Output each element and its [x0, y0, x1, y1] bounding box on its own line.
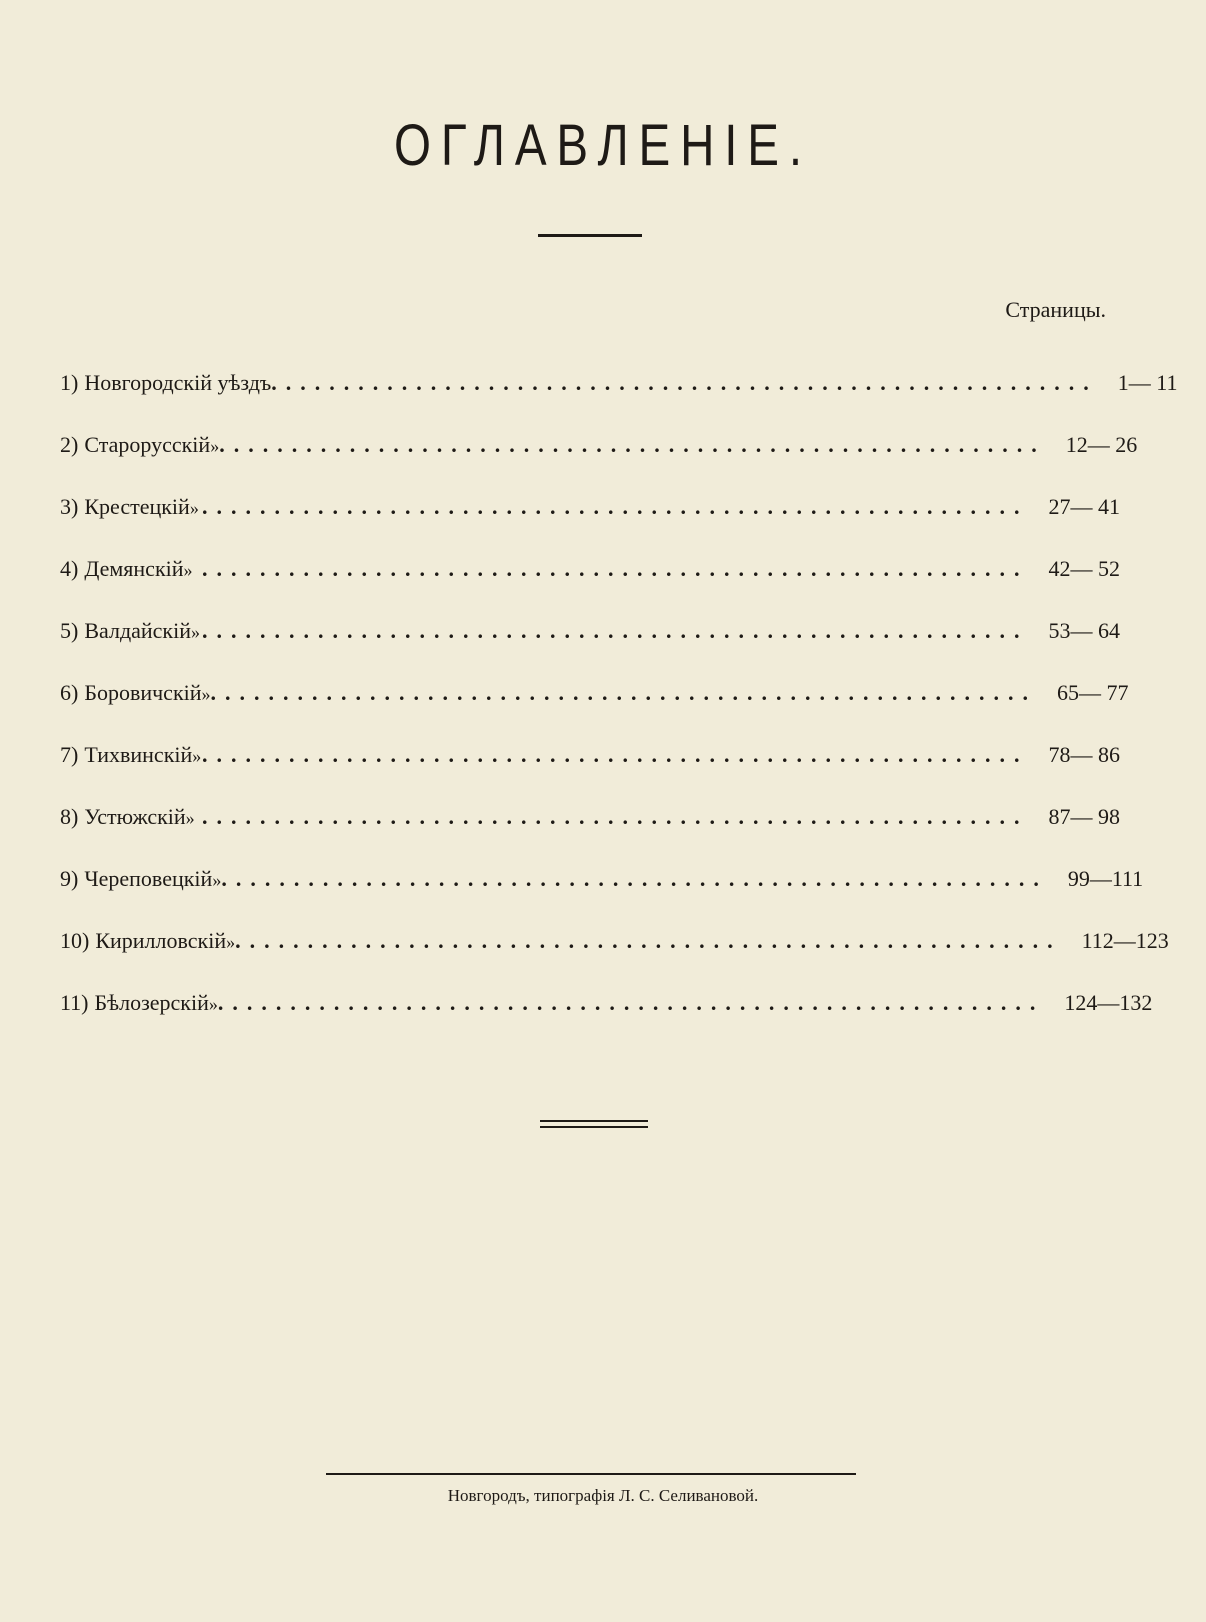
- toc-number: 5): [60, 618, 79, 643]
- toc-row: [60, 494, 1120, 556]
- dot-leader: .........................................................: [202, 494, 1029, 519]
- toc-number: 1): [60, 370, 79, 395]
- toc-name: Боровичскій: [84, 680, 202, 705]
- toc-page-range: 65— 77: [1057, 680, 1129, 705]
- page-title: ОГЛАВЛЕНІЕ.: [394, 113, 812, 178]
- dot-leader: .........................................................: [202, 804, 1029, 829]
- double-rule-top: [540, 1120, 648, 1122]
- toc-page-range: 12— 26: [1065, 432, 1138, 457]
- toc-row: [60, 370, 1178, 432]
- toc-number: 9): [60, 866, 79, 891]
- toc-number: 3): [60, 494, 79, 519]
- dot-leader: .........................................................: [210, 680, 1038, 705]
- toc-ditto: »: [183, 560, 193, 580]
- toc-number: 2): [60, 432, 79, 457]
- toc-name: Череповецкій: [84, 866, 213, 891]
- table-of-contents: [60, 370, 1178, 1052]
- toc-page-range: 27— 41: [1048, 494, 1120, 519]
- toc-page-range: 112—123: [1081, 928, 1169, 953]
- toc-number: 4): [60, 556, 79, 581]
- toc-ditto: »: [191, 622, 201, 642]
- toc-ditto: »: [185, 808, 195, 828]
- toc-row: [60, 556, 1120, 618]
- toc-page-range: 87— 98: [1048, 804, 1120, 829]
- toc-number: 11): [60, 990, 89, 1015]
- toc-number: 8): [60, 804, 79, 829]
- toc-ditto: »: [210, 436, 220, 456]
- toc-page-range: 1— 11: [1117, 370, 1178, 395]
- toc-page-range: 99—111: [1067, 866, 1144, 891]
- toc-name: Тихвинскій: [84, 742, 193, 767]
- toc-row: [60, 928, 1169, 990]
- dot-leader: .........................................................: [271, 370, 1098, 395]
- toc-row: [60, 432, 1138, 494]
- toc-row: [60, 742, 1120, 804]
- toc-number: 10): [60, 928, 90, 953]
- dot-leader: .........................................................: [221, 866, 1048, 891]
- toc-number: 7): [60, 742, 79, 767]
- toc-name: Демянскій: [84, 556, 184, 581]
- toc-ditto: »: [208, 994, 218, 1014]
- toc-name: Кирилловскій: [95, 928, 227, 953]
- dot-leader: .........................................................: [235, 928, 1062, 953]
- pages-column-header: Страницы.: [1005, 297, 1106, 322]
- toc-ditto: »: [192, 746, 202, 766]
- toc-page-range: 42— 52: [1048, 556, 1120, 581]
- dot-leader: .........................................................: [219, 432, 1046, 457]
- title-rule: [538, 234, 642, 237]
- toc-row: [60, 866, 1144, 928]
- toc-ditto: »: [226, 932, 236, 952]
- toc-name: Крестецкій: [84, 494, 190, 519]
- toc-name: Бѣлозерскій: [94, 990, 209, 1015]
- printer-imprint: Новгородъ, типографія Л. С. Селивановой.: [447, 1486, 759, 1505]
- toc-ditto: »: [189, 498, 199, 518]
- dot-leader: .........................................................: [202, 742, 1029, 767]
- imprint-rule: [326, 1473, 856, 1475]
- toc-name: Валдайскій: [84, 618, 192, 643]
- toc-name: Старорусскій: [84, 432, 211, 457]
- dot-leader: .........................................................: [217, 990, 1045, 1015]
- double-rule-bottom: [540, 1126, 648, 1128]
- toc-row: [60, 990, 1153, 1052]
- toc-row: [60, 618, 1120, 680]
- dot-leader: .........................................................: [202, 618, 1029, 643]
- toc-ditto: »: [201, 684, 211, 704]
- toc-row: [60, 680, 1129, 742]
- toc-number: 6): [60, 680, 79, 705]
- toc-ditto: »: [212, 870, 222, 890]
- toc-page-range: 78— 86: [1048, 742, 1120, 767]
- toc-row: [60, 804, 1120, 866]
- toc-name: Новгородскій уѣздъ: [84, 370, 272, 395]
- toc-name: Устюжскій: [84, 804, 186, 829]
- dot-leader: .........................................................: [202, 556, 1029, 581]
- toc-page-range: 53— 64: [1048, 618, 1120, 643]
- toc-page-range: 124—132: [1064, 990, 1153, 1015]
